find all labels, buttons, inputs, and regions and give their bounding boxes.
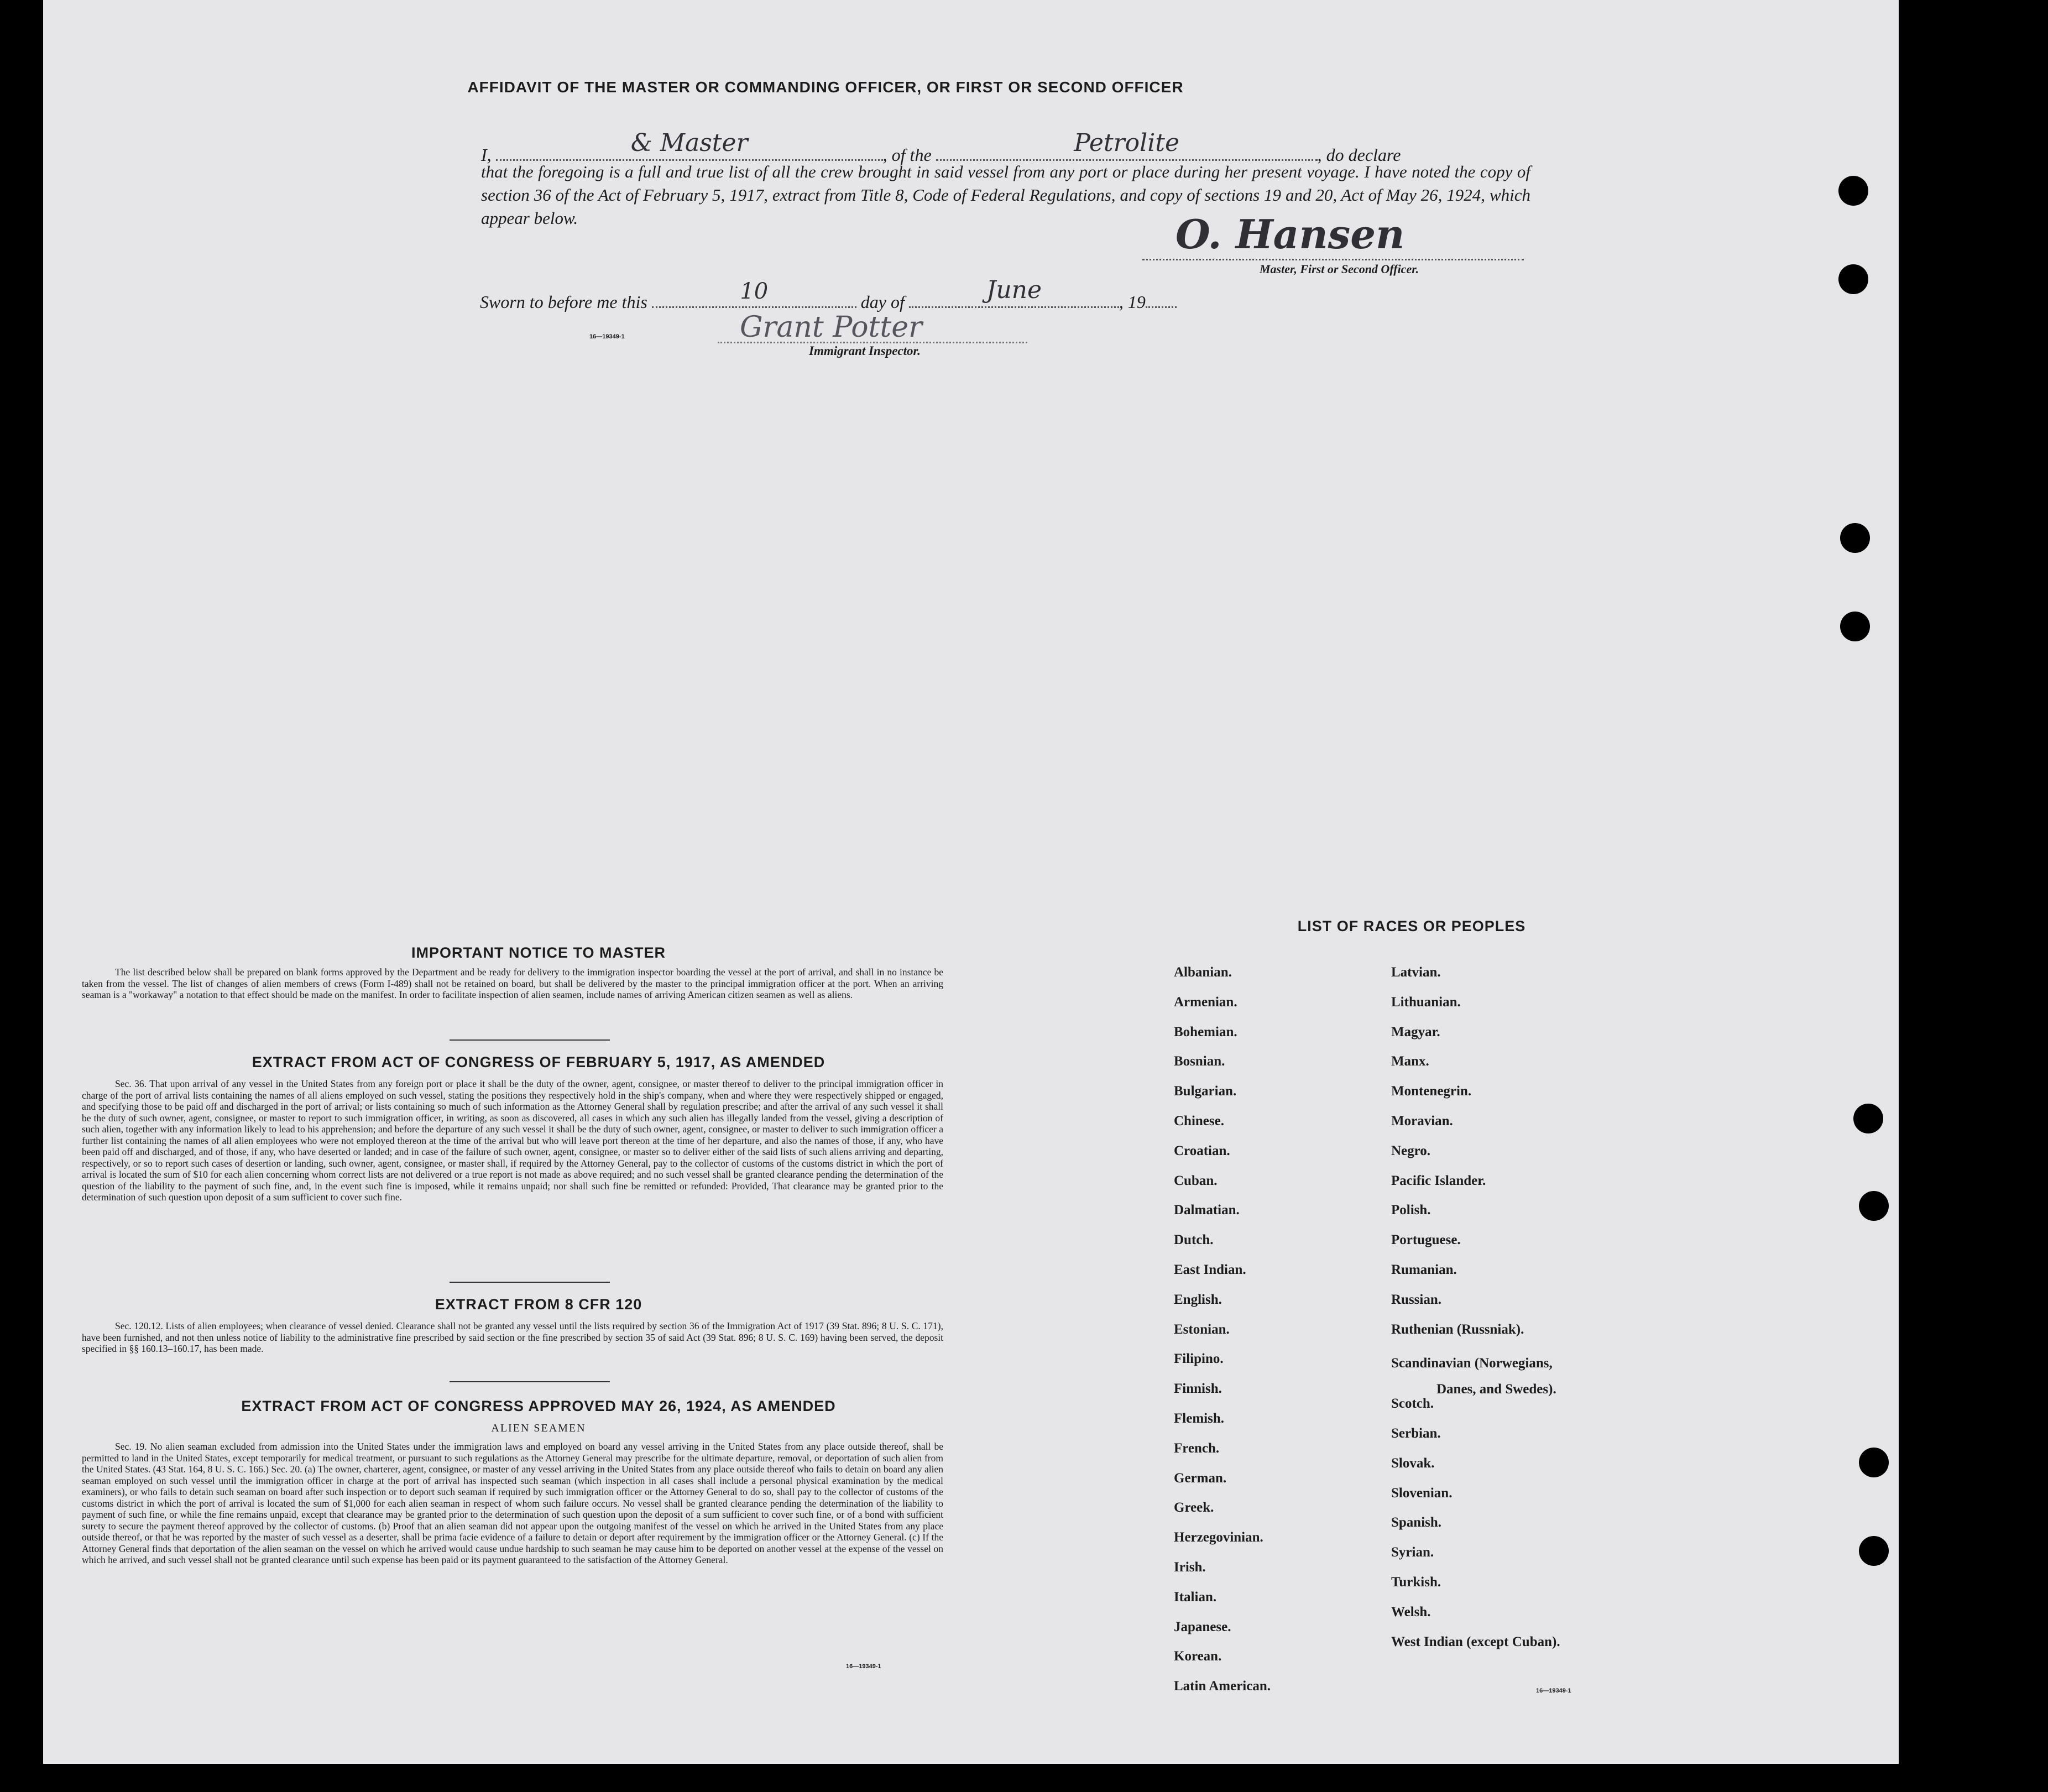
race-right-item: Magyar. (1391, 1024, 1440, 1039)
master-signature-line (1142, 211, 1524, 260)
day-of-label: day of (860, 292, 905, 312)
race-right-item: Portuguese. (1391, 1232, 1461, 1248)
race-left-item: Bulgarian. (1174, 1084, 1237, 1099)
race-left-item: Estonian. (1174, 1321, 1230, 1337)
vessel-handwriting: Petrolite (1074, 129, 1180, 157)
race-right-item: Serbian. (1391, 1425, 1441, 1441)
race-right-item: Russian. (1391, 1292, 1442, 1307)
race-left-item: Bosnian. (1174, 1054, 1225, 1069)
sworn-prefix: Sworn to before me this (480, 292, 647, 312)
binder-hole-3 (1840, 523, 1870, 553)
race-right-item: Montenegrin. (1391, 1084, 1472, 1099)
extract-1924-subtitle: ALIEN SEAMEN (491, 1422, 586, 1434)
declare-label: , do declare (1317, 145, 1401, 165)
race-left-item: Irish. (1174, 1560, 1206, 1575)
extract-form-number: 16—19349-1 (846, 1663, 881, 1670)
race-left-item: Bohemian. (1174, 1024, 1237, 1039)
race-left-item: Finnish. (1174, 1381, 1222, 1397)
race-left-item: Croatian. (1174, 1143, 1230, 1158)
race-right-item: Welsh. (1391, 1604, 1431, 1619)
sworn-line (480, 276, 1177, 312)
race-right-item: Lithuanian. (1391, 994, 1461, 1010)
race-right-item: Danes, and Swedes). (1436, 1382, 1556, 1397)
extract-8cfr-title: EXTRACT FROM 8 CFR 120 (435, 1296, 642, 1313)
divider-3 (450, 1381, 610, 1382)
races-title: LIST OF RACES OR PEOPLES (1297, 918, 1526, 934)
extract-8cfr-text: Sec. 120.12. Lists of alien employees; when clearance of vessel denied. Clearance shall not be granted any vessel until the lists required by section 36 of the Immigration Act of 1917 (39 Stat. 896; 8 U. S. C. 171), have been furnished, and not then unless notice of liability to the administrative fine prescribed by said section or the fine prescribed by section 35 of said Act (39 Stat. 896; 8 U. S. C. 169) having been served, the deposit specified in §§ 160.13–160.17, has been made. (82, 1320, 943, 1354)
race-right-item: Moravian. (1391, 1114, 1453, 1129)
race-left-item: French. (1174, 1440, 1220, 1456)
vessel-field (936, 129, 1318, 161)
race-left-item: German. (1174, 1470, 1227, 1486)
race-left-item: Chinese. (1174, 1114, 1224, 1129)
race-left-item: Albanian. (1174, 965, 1232, 980)
month-field (909, 276, 1119, 308)
day-field (652, 279, 856, 308)
binder-hole-2 (1838, 264, 1868, 294)
race-right-item: Ruthenian (Russniak). (1391, 1321, 1524, 1337)
race-left-item: Italian. (1174, 1589, 1217, 1605)
declaration-body: that the foregoing is a full and true list of all the crew brought in said vessel from any port or place during her present voyage. I have noted the copy of section 36 of the Act of February 5, 1917, extract from Title 8, Code of Federal Regulations, and copy of sections 19 and 20, Act of May 26, 1924, which appear below. (481, 162, 1530, 228)
race-left-item: Latin American. (1174, 1679, 1271, 1694)
day-handwriting: 10 (740, 279, 769, 304)
race-right-item: Turkish. (1391, 1574, 1441, 1590)
affidavit-form-number: 16—19349-1 (589, 333, 625, 340)
race-left-item: Greek. (1174, 1500, 1214, 1516)
race-right-item: Pacific Islander. (1391, 1173, 1486, 1188)
race-left-item: Korean. (1174, 1649, 1222, 1664)
race-right-item: Slovenian. (1391, 1485, 1453, 1501)
race-right-item: Syrian. (1391, 1545, 1434, 1560)
document-page (43, 0, 1899, 1764)
race-left-item: Armenian. (1174, 994, 1237, 1010)
race-right-item: Negro. (1391, 1143, 1431, 1158)
notice-text: The list described below shall be prepared on blank forms approved by the Department and be ready for delivery to the immigration inspector boarding the vessel at the port of arrival, and shall in no instance be taken from the vessel. The list of changes of alien members of crews (Form I-489) shall not be retained on board, but shall be delivered by the master to the principal immigration officer at the port. When an arriving seaman is a "workaway" a notation to that effect should be made on the manifest. In order to facilitate inspection of alien seamen, include names of arriving American citizen seamen as well as aliens. (82, 966, 943, 1000)
master-signature-caption: Master, First or Second Officer. (1260, 262, 1419, 276)
race-left-item: Japanese. (1174, 1619, 1231, 1634)
month-handwriting: June (986, 276, 1042, 304)
binder-hole-6 (1859, 1191, 1889, 1221)
extract-1924-text: Sec. 19. No alien seaman excluded from admission into the United States under the immigration laws and employed on board any vessel arriving in the United States from any place outside thereof, shall be permitted to land in the United States, except temporarily for medical treatment, or pursuant to such regulations as the Attorney General may prescribe for the ultimate departure, removal, or deportation of such alien from the United States. (43 Stat. 164, 8 U. S. C. 166.) Sec. 20. (a) The owner, charterer, agent, consignee, or master of any vessel arriving in the United States from any place outside thereof who fails to detain on board any alien seaman employed on such vessel until the immigration officer in charge at the port of arrival has inspected such seaman (which inspection in all cases shall include a personal physical examination by the medical examiners), or who fails to detain such seaman on board after such inspection or to deport such seaman if required by such immigration officer or the Attorney General to do so, shall pay to the collector of customs of the customs district in which the port of arrival is located the sum of $1,000 for each alien seaman in respect of whom such failure occurs. No vessel shall be granted clearance pending the determination of the liability to payment of such fine, or while the fine remains unpaid, except that clearance may be granted prior to the determination of such question upon the deposit of a sum sufficient to cover such fine, or of a bond with sufficient surety to secure the payment thereof approved by the collector of customs. (b) Proof that an alien seaman did not appear upon the outgoing manifest of the vessel on which he arrived in the United States from any place outside thereof, or that he was reported by the master of such vessel as a deserter, shall be prima facie evidence of a failure to detain or deport after requirement by the immigration officer or the Attorney General. (c) If the Attorney General finds that deportation of the alien seaman on the vessel on which he arrived would cause undue hardship to such seaman he may cause him to be deported on another vessel at the expense of the vessel on which he arrived, and such vessel shall not be granted clearance until such expense has been paid or its payment guaranteed to the satisfaction of the Attorney General. (82, 1441, 943, 1565)
binder-hole-4 (1840, 612, 1870, 641)
races-form-number: 16—19349-1 (1536, 1687, 1571, 1694)
binder-hole-1 (1838, 176, 1868, 206)
extract-1917-title: EXTRACT FROM ACT OF CONGRESS OF FEBRUARY 5, 1917, AS AMENDED (252, 1054, 826, 1070)
master-signature: O. Hansen (1175, 211, 1405, 258)
divider-1 (450, 1039, 610, 1041)
inspector-signature: Grant Potter (740, 311, 922, 344)
binder-hole-5 (1853, 1104, 1883, 1133)
year-prefix: , 19 (1119, 292, 1146, 312)
year-field (1146, 284, 1177, 308)
binder-hole-8 (1859, 1536, 1889, 1566)
race-right-item: West Indian (except Cuban). (1391, 1634, 1560, 1649)
race-right-item: Manx. (1391, 1054, 1429, 1069)
race-right-item: Polish. (1391, 1203, 1431, 1218)
race-left-item: Flemish. (1174, 1411, 1224, 1426)
race-left-item: Herzegovinian. (1174, 1530, 1263, 1545)
name-field (496, 129, 883, 161)
race-left-item: Cuban. (1174, 1173, 1218, 1188)
affidavit-title: AFFIDAVIT OF THE MASTER OR COMMANDING OFFICER, OR FIRST OR SECOND OFFICER (467, 79, 1184, 96)
name-handwriting: & Master (630, 129, 748, 157)
declaration-i-label: I, (481, 145, 492, 165)
race-left-item: English. (1174, 1292, 1222, 1307)
notice-title: IMPORTANT NOTICE TO MASTER (411, 944, 666, 961)
extract-1917-text: Sec. 36. That upon arrival of any vessel in the United States from any foreign port or place it shall be the duty of the owner, agent, consignee, or master thereof to deliver to the principal immigration officer in charge of the port of arrival lists containing the names of all aliens employed on such vessel, stating the positions they respectively hold in the ship's company, when and where they were respectively shipped or engaged, and specifying those to be paid off and discharged in the port of arrival; or lists containing so much of such information as the Attorney General shall by regulation prescribe; and after the arrival of any such vessel it shall be the duty of such owner, agent, consignee, or master to report to such immigration officer, in writing, as soon as discovered, all cases in which any such alien has illegally landed from the vessel, giving a description of such alien, together with any information likely to lead to his apprehension; and before the departure of any such vessel it shall be the duty of such owner, agent, consignee, or master to deliver to such immigration officer a further list containing the names of all alien employees who were not employed thereon at the time of the arrival but who will leave port thereon at the time of her departure, and also the names of those, if any, who have been paid off and discharged, and of those, if any, who have deserted or landed; and in case of the failure of such owner, agent, consignee, or master so to deliver either of the said lists of such aliens arriving and departing, respectively, or so to report such cases of desertion or landing, such owner, agent, consignee, or master shall, if required by the Attorney General, pay to the collector of customs of the customs district in which the port of arrival is located the sum of $10 for each alien concerning whom correct lists are not delivered or a true report is not made as above required; and no such vessel shall be granted clearance pending the determination of the question of the liability to the payment of such fine, and, in the event such fine is imposed, while it remains unpaid; nor shall such fine be remitted or refunded: Provided, That clearance may be granted prior to the determination of such question upon deposit of a sum sufficient to cover such fine. (82, 1078, 943, 1203)
race-left-item: Dalmatian. (1174, 1203, 1240, 1218)
race-right-item: Scotch. (1391, 1396, 1434, 1412)
divider-2 (450, 1282, 610, 1283)
race-left-item: Filipino. (1174, 1351, 1224, 1367)
race-right-item: Slovak. (1391, 1455, 1435, 1471)
race-left-item: East Indian. (1174, 1262, 1246, 1277)
race-right-item: Rumanian. (1391, 1262, 1457, 1277)
inspector-caption: Immigrant Inspector. (809, 344, 921, 358)
of-the-label: , of the (882, 145, 932, 165)
race-right-item: Spanish. (1391, 1515, 1442, 1530)
inspector-signature-line (718, 311, 1027, 344)
extract-1924-title: EXTRACT FROM ACT OF CONGRESS APPROVED MAY 26, 1924, AS AMENDED (241, 1398, 836, 1414)
race-right-item: Latvian. (1391, 965, 1441, 980)
race-left-item: Dutch. (1174, 1232, 1214, 1248)
binder-hole-7 (1859, 1448, 1889, 1477)
race-right-item: Scandinavian (Norwegians, (1391, 1356, 1553, 1371)
